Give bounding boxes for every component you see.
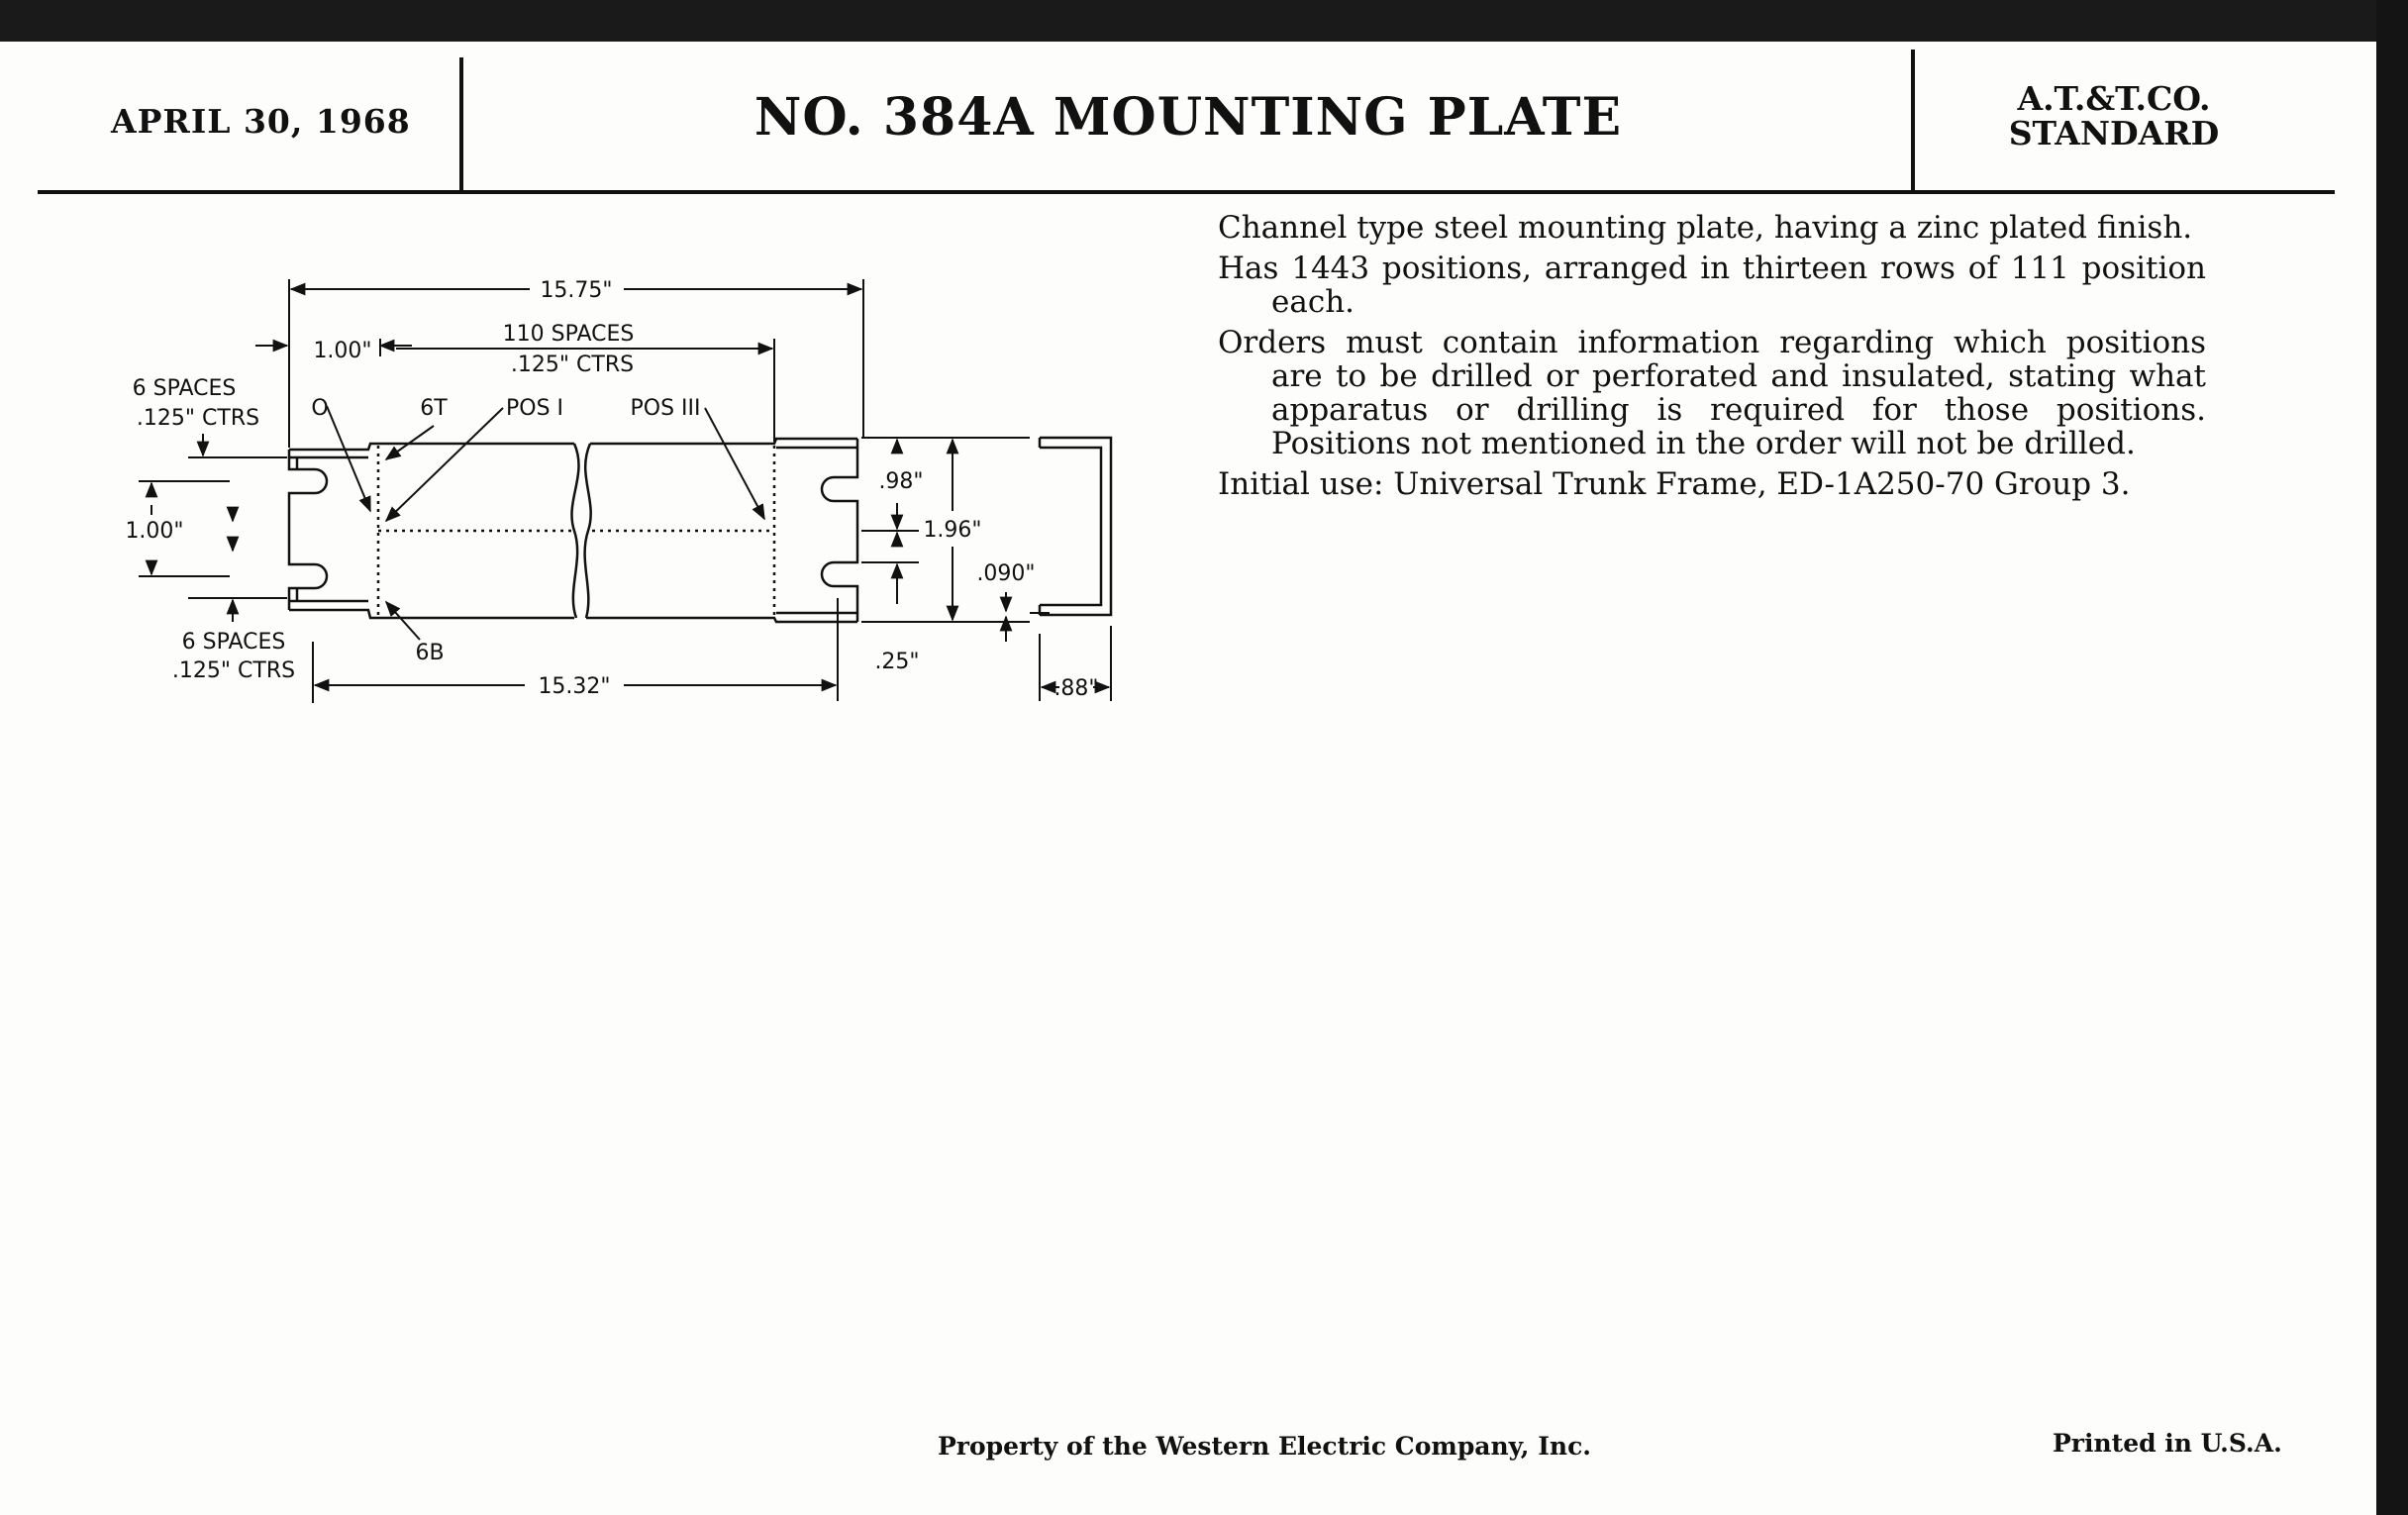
standard-line-2: STANDARD [2008, 114, 2220, 152]
spaces-110-label-1: 110 SPACES [502, 322, 635, 347]
footer-property: Property of the Western Electric Company, Inc. [938, 1432, 1592, 1461]
spaces-top-label-1: 6 SPACES [132, 376, 237, 401]
label-pos-111: POS III [630, 396, 701, 421]
dim-25: .25" [874, 650, 920, 674]
spaces-top-label-2: .125" CTRS [136, 406, 260, 431]
dim-090: .090" [976, 561, 1036, 586]
dim-overall-length: 15.75" [540, 278, 613, 303]
issue-date: APRIL 30, 1968 [111, 102, 411, 141]
dim-88: .88" [1054, 676, 1099, 701]
dim-slot-spacing: 1.00" [125, 519, 184, 544]
label-pos-1: POS I [505, 396, 564, 421]
description-paragraph: Has 1443 positions, arranged in thirteen rows of 111 position each. [1218, 251, 2206, 320]
label-6b: 6B [415, 641, 445, 665]
description-paragraph: Channel type steel mounting plate, having a zinc plated finish. [1218, 210, 2193, 246]
dim-98: .98" [878, 469, 924, 494]
dim-196: 1.96" [923, 518, 982, 543]
description-paragraph: Initial use: Universal Trunk Frame, ED-1A250-70 Group 3. [1218, 466, 2131, 502]
label-6t: 6T [420, 396, 448, 421]
spaces-bottom-label-2: .125" CTRS [171, 658, 296, 683]
dim-first-offset: 1.00" [313, 339, 372, 363]
standard-line-1: A.T.&T.CO. [2017, 79, 2211, 118]
spaces-110-label-2: .125" CTRS [510, 353, 635, 377]
footer-printed: Printed in U.S.A. [2053, 1429, 2282, 1458]
description-paragraph: Orders must contain information regarding which positions are to be drilled or perforated and insulated, stating what apparatus or drilling is required for those positions. Positions not mentioned in the order will not be drilled. [1218, 325, 2206, 461]
spaces-bottom-label-1: 6 SPACES [181, 630, 286, 655]
document-title: NO. 384A MOUNTING PLATE [753, 87, 1623, 148]
dim-1532: 15.32" [538, 674, 611, 699]
label-zero: O [311, 396, 329, 421]
